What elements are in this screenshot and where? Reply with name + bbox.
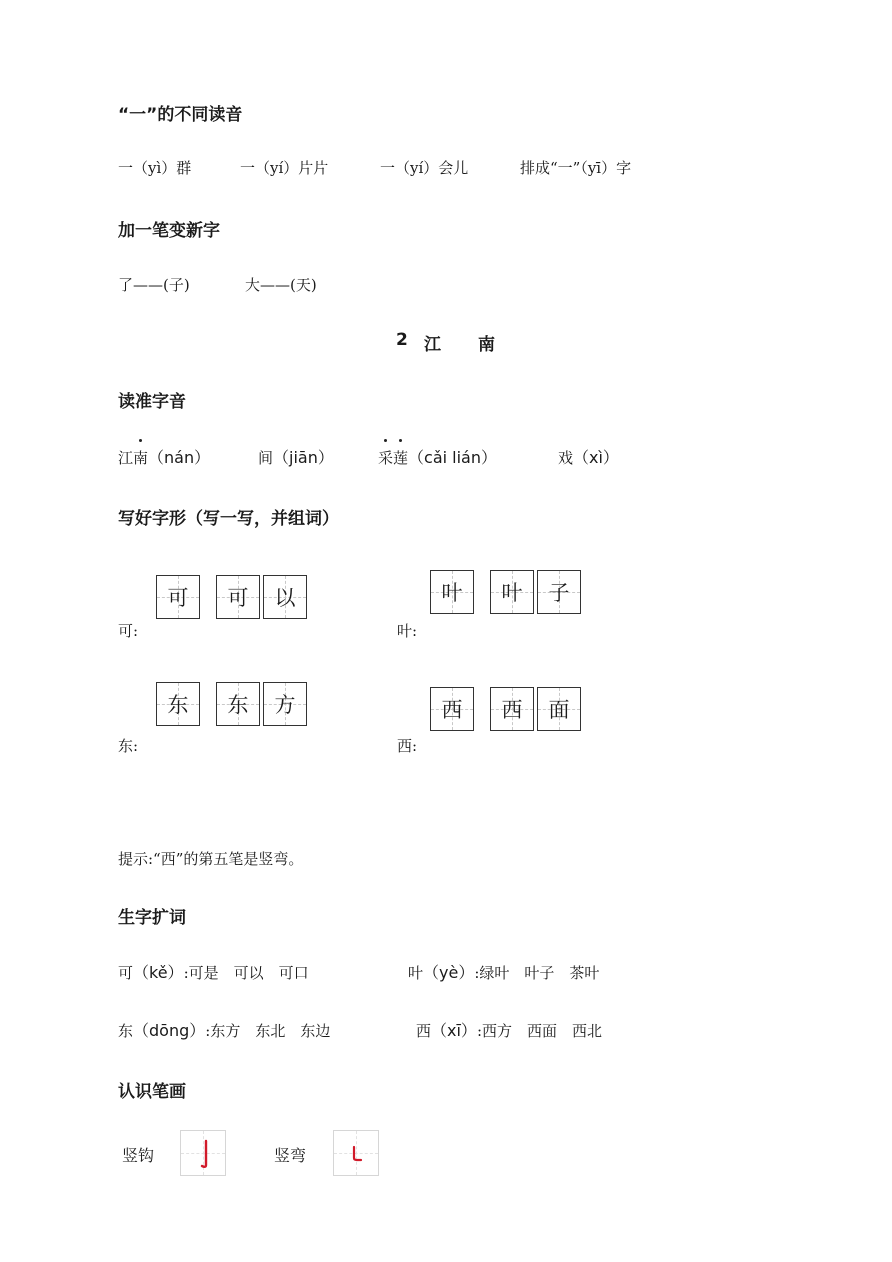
expand-char: 可 bbox=[118, 964, 134, 982]
yi-reading-3: 一（yí）会儿 bbox=[380, 159, 469, 177]
pinyin: （kě） bbox=[133, 963, 184, 982]
heading-expand-words: 生字扩词 bbox=[118, 908, 186, 928]
heading-add-stroke: 加一笔变新字 bbox=[118, 221, 220, 241]
tianzige-box: 叶 bbox=[490, 570, 534, 614]
expand-row-ye bbox=[408, 960, 599, 983]
read-word-char: 戏 bbox=[558, 449, 574, 467]
expand-words: :绿叶 叶子 茶叶 bbox=[474, 964, 600, 982]
read-word-cailian bbox=[378, 445, 497, 468]
dotted-char: 南 bbox=[133, 447, 148, 468]
tianzige-box: 东 bbox=[216, 682, 260, 726]
tianzige-box: 面 bbox=[537, 687, 581, 731]
expand-char: 东 bbox=[118, 1022, 134, 1040]
tianzige-box: 可 bbox=[156, 575, 200, 619]
expand-words: :可是 可以 可口 bbox=[183, 964, 309, 982]
add-stroke-item-1: 了——(子) bbox=[118, 276, 190, 294]
pinyin: （xì） bbox=[573, 448, 619, 467]
vertical-hook-stroke-icon bbox=[181, 1131, 227, 1177]
write-label-dong: 东: bbox=[118, 737, 139, 755]
add-stroke-item-2: 大——(天) bbox=[245, 276, 317, 294]
expand-words: :西方 西面 西北 bbox=[476, 1022, 602, 1040]
vertical-bend-stroke-icon bbox=[334, 1131, 380, 1177]
tianzige-box: 以 bbox=[263, 575, 307, 619]
pinyin: （cǎi lián） bbox=[408, 448, 498, 467]
tip-text: 提示:“西”的第五笔是竖弯。 bbox=[118, 850, 304, 868]
read-word-jiangnan bbox=[118, 445, 210, 468]
lesson-title-char-1: 江 bbox=[424, 335, 441, 355]
yi-reading-2: 一（yí）片片 bbox=[240, 159, 329, 177]
expand-words: :东方 东北 东边 bbox=[205, 1022, 331, 1040]
emphasis-dot bbox=[139, 439, 142, 442]
write-label-xi: 西: bbox=[397, 737, 418, 755]
heading-write-shapes: 写好字形（写一写，并组词） bbox=[118, 509, 339, 529]
read-word-char: 间 bbox=[258, 449, 274, 467]
read-word-xi bbox=[558, 445, 619, 468]
emphasis-dot bbox=[384, 439, 387, 442]
heading-strokes: 认识笔画 bbox=[118, 1082, 186, 1102]
tianzige-box: 西 bbox=[490, 687, 534, 731]
expand-row-dong bbox=[118, 1018, 330, 1041]
tianzige-box: 可 bbox=[216, 575, 260, 619]
stroke-path bbox=[202, 1141, 206, 1167]
stroke-box-shugou bbox=[180, 1130, 226, 1176]
stroke-box-shuwan bbox=[333, 1130, 379, 1176]
expand-row-ke bbox=[118, 960, 309, 983]
yi-reading-4: 排成“一”（yī）字 bbox=[520, 159, 632, 177]
tianzige-box: 叶 bbox=[430, 570, 474, 614]
pinyin: （nán） bbox=[148, 448, 211, 467]
dotted-char: 采 bbox=[378, 447, 393, 468]
stroke-name-1: 竖钩 bbox=[122, 1146, 155, 1165]
dotted-char: 莲 bbox=[393, 447, 408, 468]
tianzige-box: 子 bbox=[537, 570, 581, 614]
stroke-name-2: 竖弯 bbox=[274, 1146, 307, 1165]
tianzige-box: 方 bbox=[263, 682, 307, 726]
pinyin: （xī） bbox=[431, 1021, 477, 1040]
heading-read-sounds: 读准字音 bbox=[118, 392, 186, 412]
write-label-ke: 可: bbox=[118, 622, 139, 640]
heading-yi-readings: “一”的不同读音 bbox=[118, 105, 243, 125]
pinyin: （dōng） bbox=[133, 1021, 206, 1040]
tianzige-box: 西 bbox=[430, 687, 474, 731]
tianzige-box: 东 bbox=[156, 682, 200, 726]
emphasis-dot bbox=[399, 439, 402, 442]
lesson-number: 2 bbox=[396, 330, 408, 350]
lesson-title-char-2: 南 bbox=[478, 335, 495, 355]
write-label-ye: 叶: bbox=[397, 622, 418, 640]
read-word-jian bbox=[258, 445, 334, 468]
expand-row-xi bbox=[416, 1018, 602, 1041]
pinyin: （jiān） bbox=[273, 448, 334, 467]
expand-char: 叶 bbox=[408, 964, 424, 982]
expand-char: 西 bbox=[416, 1022, 432, 1040]
pinyin: （yè） bbox=[423, 963, 475, 982]
read-word-char: 江 bbox=[118, 449, 134, 467]
stroke-path bbox=[354, 1147, 361, 1160]
yi-reading-1: 一（yì）群 bbox=[118, 159, 192, 177]
